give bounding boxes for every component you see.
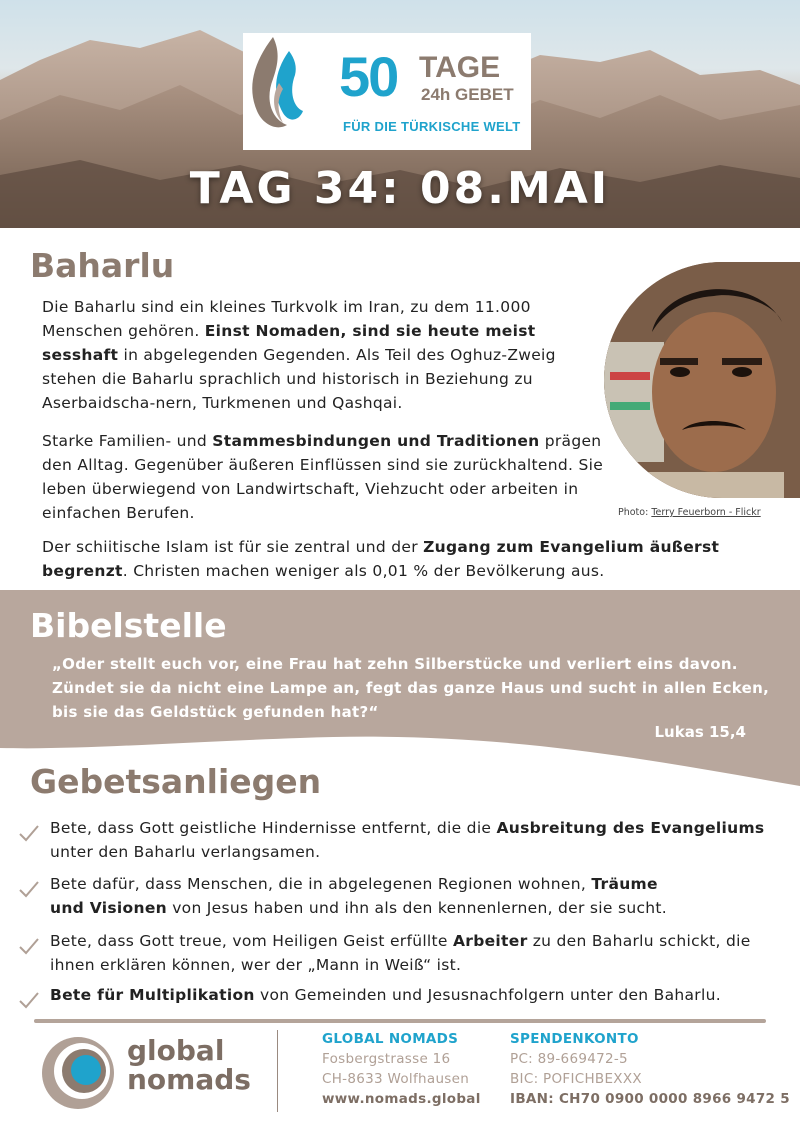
bank-pc: PC: 89-669472-5 [510,1051,628,1067]
people-heading: Baharlu [30,246,175,285]
people-paragraph-3 [42,535,762,583]
people-paragraph-2 [42,429,617,525]
org-website-link[interactable]: www.nomads.global [322,1091,481,1107]
body-text: Bete, dass Gott geistliche Hindernisse entfernt, die die [50,819,497,837]
bible-quote: „Oder stellt euch vor, eine Frau hat zehn Silberstücke und verliert eins davon. Zündet sie da nicht eine Lampe an, fegt das ganze Haus und sucht in allen Ecken, bis sie das Geldstück gefunden hat?“ [52,655,770,721]
bank-heading: SPENDENKONTO [510,1031,639,1047]
checkmark-icon [18,991,40,1009]
body-text: prägen den Alltag. Gegenüber äußeren Einflüssen sind sie zurückhaltend. Sie leben überwiegend von Landwirtschaft, Viehzucht oder arbeiten in einfachen Berufen. [42,432,604,522]
wordmark-line-1: global [127,1034,225,1067]
day-title: TAG 34: 08.MAI [189,163,611,214]
body-text: von Jesus haben und ihn als den kennenlernen, der sie sucht. [166,899,668,917]
bank-iban: IBAN: CH70 0900 0000 8966 9472 5 [510,1091,790,1107]
global-nomads-wordmark [127,1036,251,1094]
prayer-text-4 [50,983,790,1007]
checkmark-icon [18,880,40,898]
photo-credit-label: Photo: [618,507,649,518]
emphasis-text: Arbeiter [452,932,528,950]
bank-details [510,1029,790,1109]
body-text: Bete dafür, dass Menschen, die in abgelegenen Regionen wohnen, [50,875,592,893]
body-text: Starke Familien- und [42,432,213,450]
photo-credit-link[interactable]: Terry Feuerborn - Flickr [651,507,761,518]
emphasis-text: Träume und Visionen [50,875,658,917]
campaign-logo [243,33,531,150]
prayer-text-2 [50,872,690,920]
checkmark-icon [18,824,40,842]
body-text: zu den Baharlu schickt, die ihnen erklären können, wer der „Mann in Weiß“ ist. [50,932,751,974]
checkmark-icon [18,937,40,955]
bible-heading: Bibelstelle [30,606,227,645]
footer-vertical-divider [277,1030,278,1112]
body-text: Die Baharlu sind ein kleines Turkvolk im Iran, zu dem 11.000 Menschen gehören. [42,298,531,340]
emphasis-text: Bete für Multiplikation [50,986,255,1004]
emphasis-text: Zugang zum Evangelium äußerst begrenzt [42,538,720,580]
org-city: CH-8633 Wolfhausen [322,1071,470,1087]
logo-subtitle: FÜR DIE TÜRKISCHE WELT [343,119,521,134]
emphasis-text: Stammesbindungen und Traditionen [212,432,540,450]
prayer-heading: Gebetsanliegen [30,762,322,801]
org-heading: GLOBAL NOMADS [322,1031,459,1047]
body-text: von Gemeinden und Jesusnachfolgern unter den Baharlu. [254,986,721,1004]
wordmark-line-2: nomads [127,1063,251,1096]
people-paragraph-1 [42,295,602,415]
logo-number: 50 [339,45,398,108]
global-nomads-logo-icon [38,1033,118,1113]
body-text: Der schiitische Islam ist für sie zentral und der [42,538,424,556]
footer-divider [34,1019,766,1023]
header-banner [0,0,800,228]
emphasis-text: Ausbreitung des Evangeliums [496,819,765,837]
portrait-photo [604,262,800,498]
photo-credit [618,507,761,518]
prayer-text-1 [50,816,790,864]
prayer-text-3 [50,929,790,977]
bible-reference: Lukas 15,4 [654,723,746,741]
body-text: unter den Baharlu verlangsamen. [50,843,321,861]
bank-bic: BIC: POFICHBEXXX [510,1071,642,1087]
flame-icon [243,33,307,133]
body-text: . Christen machen weniger als 0,01 % der Bevölkerung aus. [122,562,605,580]
emphasis-text: Einst Nomaden, sind sie heute meist sesshaft [42,322,536,364]
org-street: Fosbergstrasse 16 [322,1051,451,1067]
body-text: Bete, dass Gott treue, vom Heiligen Geist erfüllte [50,932,453,950]
org-address [322,1029,481,1109]
body-text: in abgelegenden Gegenden. Als Teil des Oghuz-Zweig stehen die Baharlu sprachlich und historisch in Beziehung zu Aserbaidscha-nern, Turkmenen und Qashqai. [42,346,556,412]
logo-tage: TAGE [419,51,501,84]
logo-gebet: 24h GEBET [421,85,514,104]
